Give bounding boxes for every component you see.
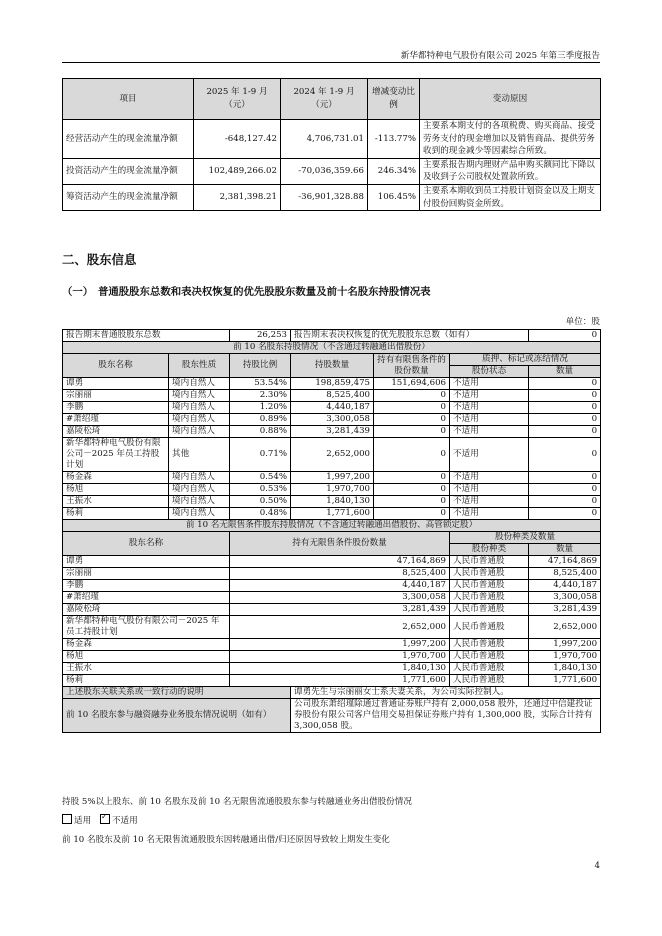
margin-label: 前 10 名股东参与融资融券业务股东情况说明（如有）: [63, 699, 291, 733]
holder-pledge-qty: 0: [529, 472, 601, 484]
unlimited-kind-qty: 8,525,400: [529, 568, 601, 580]
unlimited-name: 杨旭: [63, 651, 230, 663]
holder-restricted: 151,694,606: [374, 378, 450, 390]
cashflow-reason: 主要系报告期内理财产品申购买额同比下降以及收到子公司股权处置款所致。: [420, 158, 601, 184]
col-header-restricted: 持有有限售条件的股份数量: [374, 354, 450, 378]
holder-state: 不适用: [450, 496, 529, 508]
holder-qty: 4,440,187: [291, 402, 374, 414]
section-title-shareholders: 二、股东信息: [62, 252, 137, 267]
unlimited-name: #萧绍瑾: [63, 592, 230, 604]
col-header-state: 股份状态: [450, 366, 529, 378]
col-header-name: 股东名称: [63, 354, 169, 378]
unlimited-kind: 人民币普通股: [450, 556, 529, 568]
holder-row: [63, 472, 601, 484]
col-header-pledge: 质押、标记或冻结情况: [450, 354, 601, 366]
holder-qty: 198,859,475: [291, 378, 374, 390]
holder-nature: 境内自然人: [169, 402, 230, 414]
unlimited-kind-qty: 3,281,439: [529, 604, 601, 616]
unlimited-col-qty: 持有无限售条件股份数量: [230, 532, 450, 556]
holder-nature: 其他: [169, 438, 230, 472]
report-header-title: 新华都特种电气股份有限公司 2025 年第三季度报告: [400, 51, 600, 61]
unlimited-row: [63, 592, 601, 604]
holder-qty: 1,997,200: [291, 472, 374, 484]
footer-lending-line: 持股 5%以上股东、前 10 名股东及前 10 名无限售流通股股东参与转融通业务出借股份情况: [62, 797, 412, 807]
cashflow-row: [63, 120, 601, 159]
holder-qty: 3,281,439: [291, 426, 374, 438]
col-header-ratio: 持股比例: [230, 354, 291, 378]
total-holders-label: 报告期末普通股股东总数: [63, 330, 230, 342]
unlimited-qty: 3,281,439: [230, 604, 450, 616]
unlimited-kind-qty: 3,300,058: [529, 592, 601, 604]
holder-name: #萧绍瑾: [63, 414, 169, 426]
holder-name: 李鹏: [63, 402, 169, 414]
cashflow-change-pct: 246.34%: [368, 158, 420, 184]
cashflow-header-prev: 2024 年 1-9 月 （元）: [281, 79, 368, 120]
unlimited-qty: 2,652,000: [230, 616, 450, 639]
unit-label: 单位：股: [565, 317, 600, 327]
unlimited-name: 宗丽丽: [63, 568, 230, 580]
holder-ratio: 0.50%: [230, 496, 291, 508]
cashflow-item: 经营活动产生的现金流量净额: [63, 120, 194, 159]
cashflow-header-pct: 增减变动比 例: [368, 79, 420, 120]
unlimited-row: [63, 604, 601, 616]
unlimited-kind: 人民币普通股: [450, 580, 529, 592]
holder-pledge-qty: 0: [529, 378, 601, 390]
holder-pledge-qty: 0: [529, 426, 601, 438]
unlimited-qty: 47,164,869: [230, 556, 450, 568]
option-applicable-label: 适用: [74, 816, 92, 826]
cashflow-change-pct: 106.45%: [368, 184, 420, 210]
holder-state: 不适用: [450, 508, 529, 520]
cashflow-item: 投资活动产生的现金流量净额: [63, 158, 194, 184]
cashflow-header-cur: 2025 年 1-9 月 （元）: [194, 79, 281, 120]
holder-state: 不适用: [450, 438, 529, 472]
cashflow-table: [62, 78, 601, 211]
holder-qty: 3,300,058: [291, 414, 374, 426]
cashflow-previous: -70,036,359.66: [281, 158, 368, 184]
unlimited-row: [63, 556, 601, 568]
holder-row: [63, 390, 601, 402]
holder-name: 杨金森: [63, 472, 169, 484]
unlimited-qty: 1,997,200: [230, 639, 450, 651]
checkbox-not-applicable[interactable]: [100, 814, 110, 824]
related-label: 上述股东关联关系或一致行动的说明: [63, 687, 291, 699]
unlimited-kind: 人民币普通股: [450, 616, 529, 639]
holder-pledge-qty: 0: [529, 438, 601, 472]
unlimited-name: 新华都特种电气股份有限公司－2025 年员工持股计划: [63, 616, 230, 639]
holder-row: [63, 402, 601, 414]
margin-value: 公司股东萧绍瑾除通过普通证券账户持有 2,000,058 股外，还通过中信建投证券股份有限公司客户信用交易担保证券账户持有 1,300,000 股，实际合计持有 3,300,058 股。: [291, 699, 601, 733]
unlimited-row: [63, 580, 601, 592]
unlimited-row: [63, 663, 601, 675]
holder-ratio: 1.20%: [230, 402, 291, 414]
holder-restricted: 0: [374, 472, 450, 484]
cashflow-item: 筹资活动产生的现金流量净额: [63, 184, 194, 210]
unlimited-kind-qty: 1,970,700: [529, 651, 601, 663]
holder-nature: 境内自然人: [169, 390, 230, 402]
unlimited-kind-qty: 47,164,869: [529, 556, 601, 568]
unlimited-col-kind: 股份种类: [450, 544, 529, 556]
unlimited-kind-qty: 4,440,187: [529, 580, 601, 592]
unlimited-row: [63, 651, 601, 663]
cashflow-row: [63, 158, 601, 184]
holder-pledge-qty: 0: [529, 496, 601, 508]
holder-qty: 2,652,000: [291, 438, 374, 472]
unlimited-kind: 人民币普通股: [450, 592, 529, 604]
unlimited-name: 嘉陵松琦: [63, 604, 230, 616]
holder-ratio: 0.54%: [230, 472, 291, 484]
unlimited-kind: 人民币普通股: [450, 639, 529, 651]
holder-restricted: 0: [374, 414, 450, 426]
holder-name: 谭勇: [63, 378, 169, 390]
option-not-applicable-label: 不适用: [111, 816, 138, 826]
cashflow-reason: 主要系本期收到员工持股计划资金以及上期支付股份回购资金所致。: [420, 184, 601, 210]
holder-nature: 境内自然人: [169, 378, 230, 390]
holder-name: 杨莉: [63, 508, 169, 520]
unlimited-row: [63, 639, 601, 651]
checkbox-applicable[interactable]: [62, 814, 72, 824]
holder-state: 不适用: [450, 390, 529, 402]
col-header-nature: 股东性质: [169, 354, 230, 378]
cashflow-previous: -36,901,328.88: [281, 184, 368, 210]
holder-row: [63, 426, 601, 438]
cashflow-current: 2,381,398.21: [194, 184, 281, 210]
holder-pledge-qty: 0: [529, 414, 601, 426]
holder-state: 不适用: [450, 378, 529, 390]
unlimited-qty: 1,771,600: [230, 675, 450, 687]
holder-row: [63, 414, 601, 426]
holder-row: [63, 484, 601, 496]
holder-ratio: 0.48%: [230, 508, 291, 520]
unlimited-kind: 人民币普通股: [450, 651, 529, 663]
holder-pledge-qty: 0: [529, 402, 601, 414]
cashflow-current: -648,127.42: [194, 120, 281, 159]
holder-name: 嘉陵松琦: [63, 426, 169, 438]
holder-name: 杨旭: [63, 484, 169, 496]
holder-row: [63, 378, 601, 390]
holder-ratio: 0.89%: [230, 414, 291, 426]
holder-ratio: 0.53%: [230, 484, 291, 496]
top10-holders-table: [62, 329, 601, 733]
holder-row: [63, 496, 601, 508]
unlimited-title: 前 10 名无限售条件股东持股情况（不含通过转融通出借股份、高管锁定股）: [63, 520, 601, 532]
unlimited-name: 杨金森: [63, 639, 230, 651]
holder-ratio: 53.54%: [230, 378, 291, 390]
subsection-text: 普通股股东总数和表决权恢复的优先股股东数量及前十名股东持股情况表: [98, 286, 431, 298]
header-divider: [62, 62, 600, 63]
holder-restricted: 0: [374, 484, 450, 496]
holder-restricted: 0: [374, 402, 450, 414]
holder-nature: 境内自然人: [169, 484, 230, 496]
holder-state: 不适用: [450, 426, 529, 438]
holder-name: 宗丽丽: [63, 390, 169, 402]
cashflow-row: [63, 184, 601, 210]
unlimited-kind-qty: 2,652,000: [529, 616, 601, 639]
unlimited-kind-qty: 1,997,200: [529, 639, 601, 651]
top10-title: 前 10 名股东持股情况（不含通过转融通出借股份）: [63, 342, 601, 354]
cashflow-previous: 4,706,731.01: [281, 120, 368, 159]
holder-ratio: 0.71%: [230, 438, 291, 472]
holder-pledge-qty: 0: [529, 484, 601, 496]
holder-row: [63, 438, 601, 472]
unlimited-qty: 4,440,187: [230, 580, 450, 592]
holder-state: 不适用: [450, 402, 529, 414]
pref-holders-label: 报告期末表决权恢复的优先股股东总数（如有）: [291, 330, 529, 342]
cashflow-header-item: 项目: [63, 79, 194, 120]
unlimited-row: [63, 568, 601, 580]
col-header-pledge-qty: 数量: [529, 366, 601, 378]
unlimited-kind: 人民币普通股: [450, 663, 529, 675]
unlimited-row: [63, 675, 601, 687]
cashflow-reason: 主要系本期支付的各项税费、购买商品、接受劳务支付的现金增加以及销售商品、提供劳务收到的现金减少等因素综合所致。: [420, 120, 601, 159]
holder-nature: 境内自然人: [169, 414, 230, 426]
holder-row: [63, 508, 601, 520]
cashflow-header-reason: 变动原因: [420, 79, 601, 120]
page-number: 4: [594, 861, 600, 871]
holder-ratio: 0.88%: [230, 426, 291, 438]
unlimited-qty: 1,970,700: [230, 651, 450, 663]
unlimited-kind: 人民币普通股: [450, 675, 529, 687]
holder-restricted: 0: [374, 496, 450, 508]
holder-nature: 境内自然人: [169, 472, 230, 484]
unlimited-row: [63, 616, 601, 639]
holder-qty: 1,840,130: [291, 496, 374, 508]
col-header-qty: 持股数量: [291, 354, 374, 378]
holder-qty: 8,525,400: [291, 390, 374, 402]
footer-options: [62, 814, 138, 826]
pref-holders-value: 0: [529, 330, 601, 342]
unlimited-kind: 人民币普通股: [450, 568, 529, 580]
unlimited-qty: 8,525,400: [230, 568, 450, 580]
subsection-number: （一）: [62, 286, 94, 298]
unlimited-name: 王振水: [63, 663, 230, 675]
holder-restricted: 0: [374, 508, 450, 520]
unlimited-col-kind-group: 股份种类及数量: [450, 532, 601, 544]
holder-pledge-qty: 0: [529, 390, 601, 402]
holder-restricted: 0: [374, 426, 450, 438]
holder-state: 不适用: [450, 414, 529, 426]
cashflow-current: 102,489,266.02: [194, 158, 281, 184]
holder-nature: 境内自然人: [169, 496, 230, 508]
holder-ratio: 2.30%: [230, 390, 291, 402]
holder-restricted: 0: [374, 438, 450, 472]
holder-restricted: 0: [374, 390, 450, 402]
holder-nature: 境内自然人: [169, 426, 230, 438]
holder-name: 新华都特种电气股份有限公司－2025 年员工持股计划: [63, 438, 169, 472]
related-value: 谭勇先生与宗丽丽女士系夫妻关系，为公司实际控制人。: [291, 687, 601, 699]
unlimited-kind: 人民币普通股: [450, 604, 529, 616]
unlimited-name: 李鹏: [63, 580, 230, 592]
cashflow-change-pct: -113.77%: [368, 120, 420, 159]
holder-pledge-qty: 0: [529, 508, 601, 520]
unlimited-col-kind-qty: 数量: [529, 544, 601, 556]
subsection-title: [62, 283, 431, 298]
holder-state: 不适用: [450, 472, 529, 484]
holder-qty: 1,970,700: [291, 484, 374, 496]
footer-change-line: 前 10 名股东及前 10 名无限售流通股股东因转融通出借/归还原因导致较上期发生变化: [62, 835, 390, 845]
unlimited-name: 杨莉: [63, 675, 230, 687]
holder-nature: 境内自然人: [169, 508, 230, 520]
unlimited-qty: 1,840,130: [230, 663, 450, 675]
unlimited-kind-qty: 1,771,600: [529, 675, 601, 687]
unlimited-name: 谭勇: [63, 556, 230, 568]
total-holders-value: 26,253: [230, 330, 291, 342]
unlimited-col-name: 股东名称: [63, 532, 230, 556]
unlimited-qty: 3,300,058: [230, 592, 450, 604]
unlimited-kind-qty: 1,840,130: [529, 663, 601, 675]
holder-qty: 1,771,600: [291, 508, 374, 520]
holder-name: 王振水: [63, 496, 169, 508]
holder-state: 不适用: [450, 484, 529, 496]
